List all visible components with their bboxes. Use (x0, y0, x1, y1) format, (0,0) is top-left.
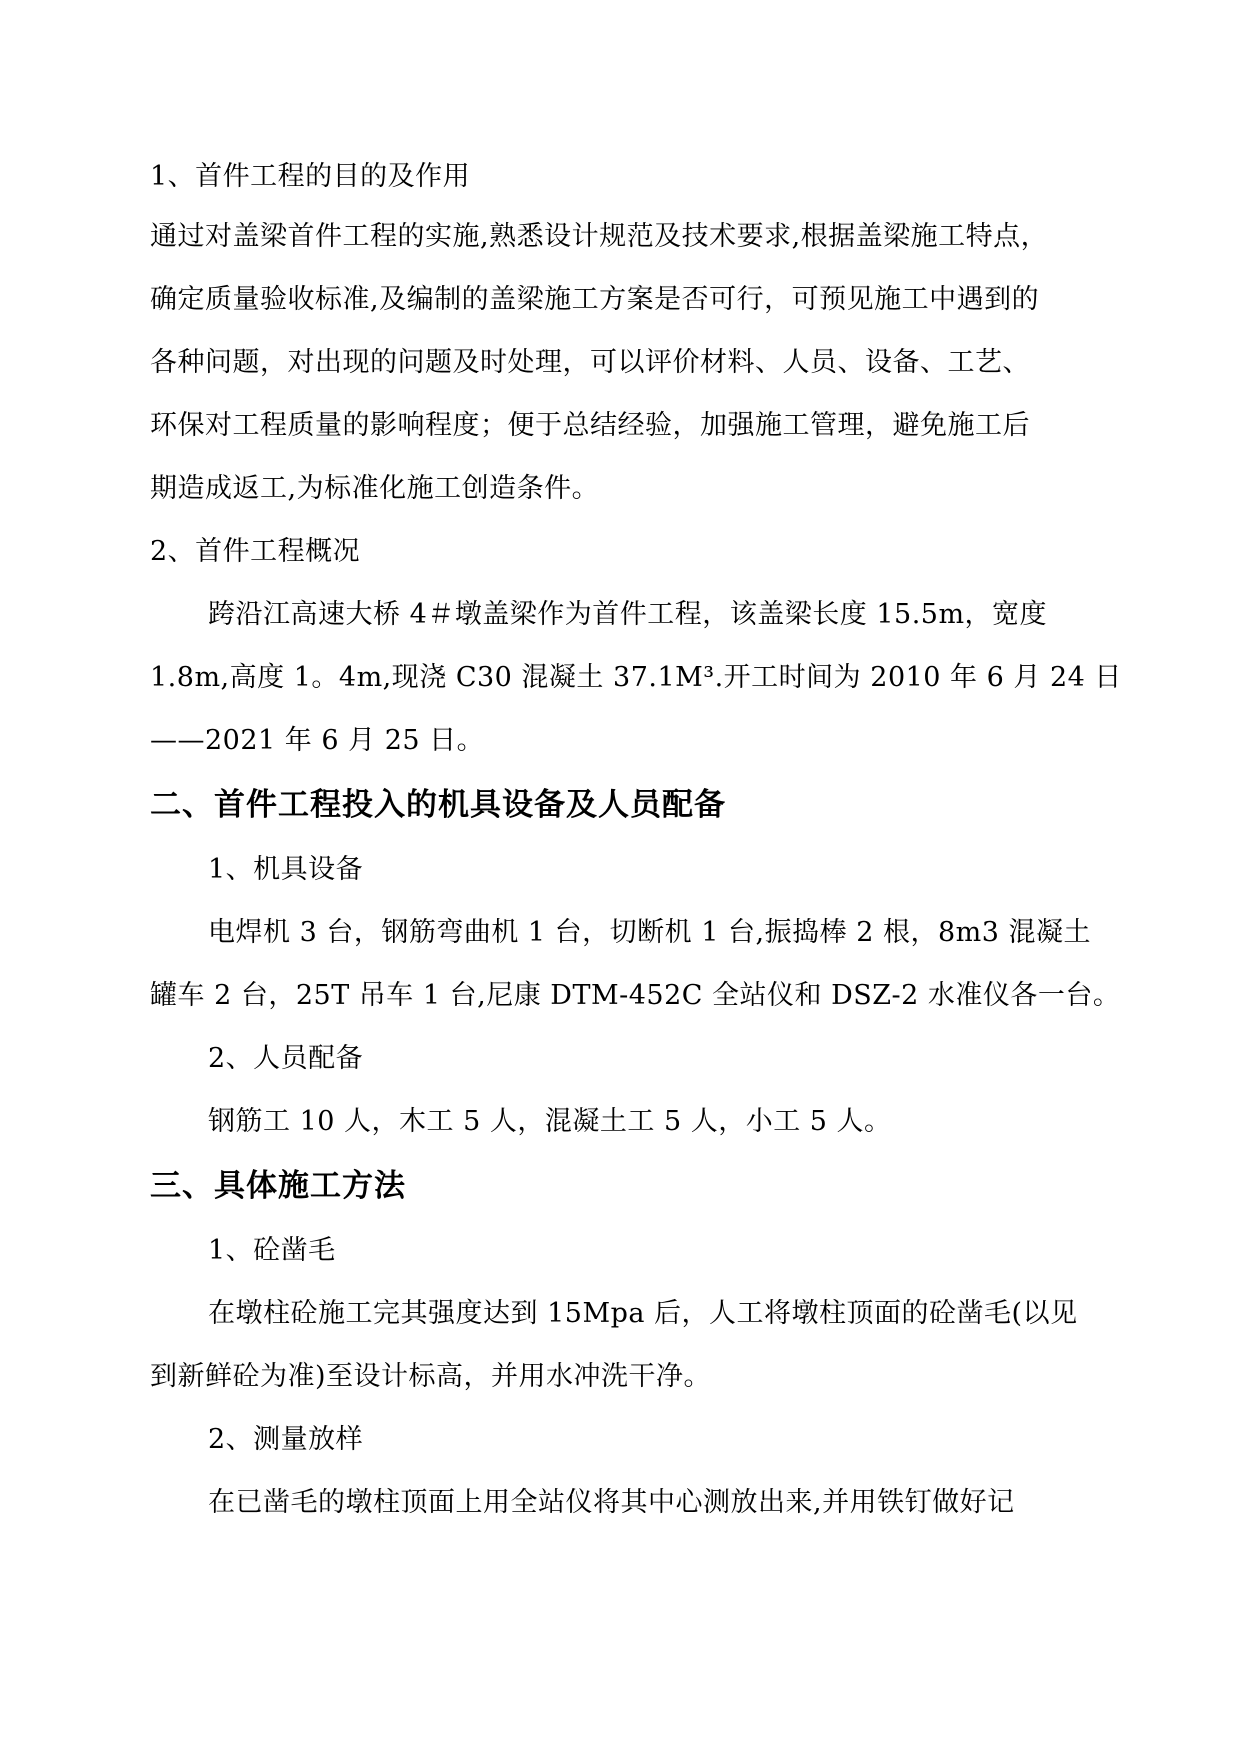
subsection-title-surveying: 2、测量放样 (208, 1424, 364, 1455)
paragraph-line: ——2021 年 6 月 25 日。 (150, 725, 485, 756)
paragraph-line: 钢筋工 10 人，木工 5 人，混凝土工 5 人，小工 5 人。 (208, 1106, 892, 1137)
paragraph-line: 罐车 2 台，25T 吊车 1 台,尼康 DTM-452C 全站仪和 DSZ-2 水准仪各一台。 (150, 980, 1121, 1011)
section-heading-equipment-personnel: 二、首件工程投入的机具设备及人员配备 (150, 787, 726, 823)
paragraph-line: 在墩柱砼施工完其强度达到 15Mpa 后，人工将墩柱顶面的砼凿毛(以见 (208, 1298, 1078, 1329)
subsection-title-chiseling: 1、砼凿毛 (208, 1235, 336, 1266)
subsection-title-equipment: 1、机具设备 (208, 854, 364, 885)
paragraph-line: 期造成返工,为标准化施工创造条件。 (150, 473, 600, 504)
paragraph-line: 通过对盖梁首件工程的实施,熟悉设计规范及技术要求,根据盖梁施工特点， (150, 221, 1049, 252)
paragraph-line: 跨沿江高速大桥 4＃墩盖梁作为首件工程，该盖梁长度 15.5m，宽度 (208, 599, 1048, 630)
subsection-title-personnel: 2、人员配备 (208, 1043, 364, 1074)
paragraph-line: 电焊机 3 台，钢筋弯曲机 1 台，切断机 1 台,振捣棒 2 根，8m3 混凝土 (208, 917, 1091, 948)
subsection-title-purpose: 1、首件工程的目的及作用 (150, 161, 471, 192)
paragraph-line: 环保对工程质量的影响程度；便于总结经验，加强施工管理，避免施工后 (150, 410, 1030, 441)
subsection-title-overview: 2、首件工程概况 (150, 536, 361, 567)
paragraph-line: 到新鲜砼为准)至设计标高，并用水冲洗干净。 (150, 1361, 712, 1392)
paragraph-line: 1.8m,高度 1。4m,现浇 C30 混凝土 37.1M³.开工时间为 2010 年 6 月 24 日 (150, 662, 1122, 693)
section-heading-construction-method: 三、具体施工方法 (150, 1168, 406, 1204)
paragraph-line: 在已凿毛的墩柱顶面上用全站仪将其中心测放出来,并用铁钉做好记 (208, 1487, 1015, 1518)
paragraph-line: 各种问题，对出现的问题及时处理，可以评价材料、人员、设备、工艺、 (150, 347, 1030, 378)
paragraph-line: 确定质量验收标准,及编制的盖梁施工方案是否可行，可预见施工中遇到的 (150, 284, 1040, 315)
